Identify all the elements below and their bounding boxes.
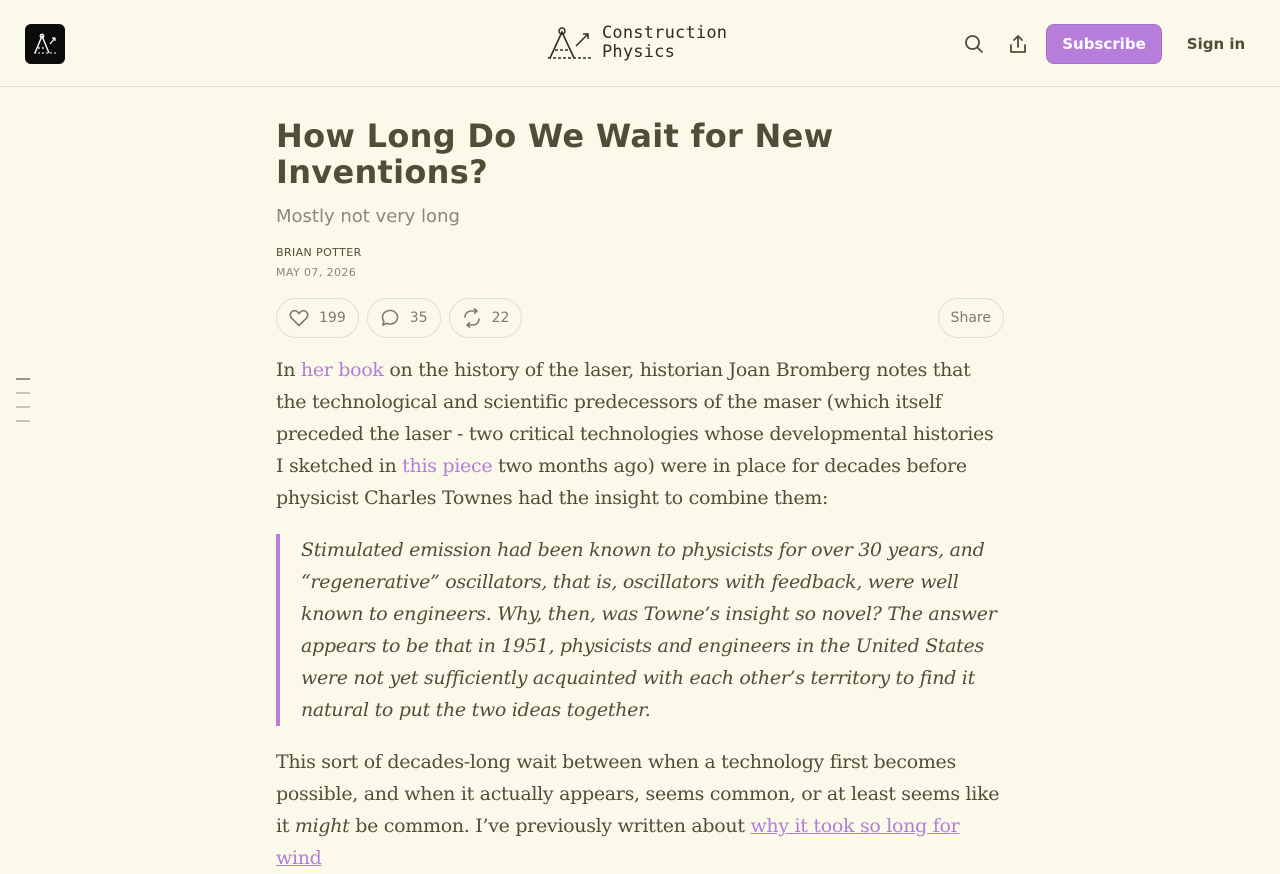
share-icon[interactable] <box>1004 30 1032 58</box>
paragraph <box>276 354 1004 514</box>
paragraph-text: This sort of decades-long wait between when a technology first becomes possible, and when it actually appears, seems common, or at least seems like it <box>276 751 1000 837</box>
toc-line <box>16 406 30 408</box>
like-button[interactable] <box>276 298 359 338</box>
table-of-contents-toggle[interactable] <box>16 378 30 434</box>
author-name[interactable]: BRIAN POTTER <box>276 246 362 259</box>
toc-line <box>16 378 30 380</box>
brand-mark-icon <box>546 24 594 62</box>
wind-article-link[interactable]: why it took so long for wind <box>276 815 960 869</box>
brand-name-line1: Construction <box>602 23 728 43</box>
top-bar <box>0 0 1280 87</box>
app-logo-icon[interactable] <box>25 24 65 64</box>
post-date: MAY 07, 2026 <box>276 266 357 279</box>
post-actions <box>276 298 1004 338</box>
restack-button[interactable] <box>449 298 523 338</box>
paragraph <box>276 746 1004 874</box>
this-piece-link[interactable]: this piece <box>402 455 493 477</box>
restack-icon <box>462 308 482 328</box>
post-subtitle: Mostly not very long <box>276 206 460 227</box>
her-book-link[interactable]: her book <box>300 359 384 381</box>
share-button[interactable]: Share <box>938 298 1004 338</box>
toc-line <box>16 392 30 394</box>
blockquote: Stimulated emission had been known to physicists for over 30 years, and “regenerative” oscillators, that is, oscillators with feedback, were well known to engineers. Why, then, was Towne’s insight so novel? The answer appears to be that in 1951, physicists and engineers in the United States were not yet sufficiently acquainted with each other’s territory to find it natural to put the two ideas together. <box>276 534 1004 726</box>
paragraph-text: In <box>276 359 301 381</box>
article <box>276 118 1004 874</box>
paragraph-text: two months ago) were in place for decades before physicist Charles Townes had the insight to combine them: <box>276 455 967 509</box>
comment-button[interactable] <box>367 298 441 338</box>
like-count: 199 <box>319 310 346 326</box>
search-icon[interactable] <box>960 30 988 58</box>
post-title: How Long Do We Wait for New Inventions? <box>276 117 834 191</box>
heart-icon <box>289 309 309 327</box>
sign-in-button[interactable]: Sign in <box>1186 35 1246 53</box>
subscribe-button[interactable]: Subscribe <box>1046 24 1162 64</box>
paragraph-text: on the history of the laser, historian Joan Bromberg notes that the technological and scientific predecessors of the maser (which itself preceded the laser - two critical technologies whose developmental histories I sketched in <box>276 359 994 477</box>
restack-count: 22 <box>491 310 510 326</box>
emphasis-text: might <box>294 815 350 837</box>
comment-count: 35 <box>409 310 428 326</box>
toc-line <box>16 420 30 422</box>
comment-icon <box>380 308 400 328</box>
paragraph-text: be common. I’ve previously written about <box>349 815 751 837</box>
brand-logo[interactable] <box>546 22 727 64</box>
brand-name-line2: Physics <box>602 42 676 62</box>
